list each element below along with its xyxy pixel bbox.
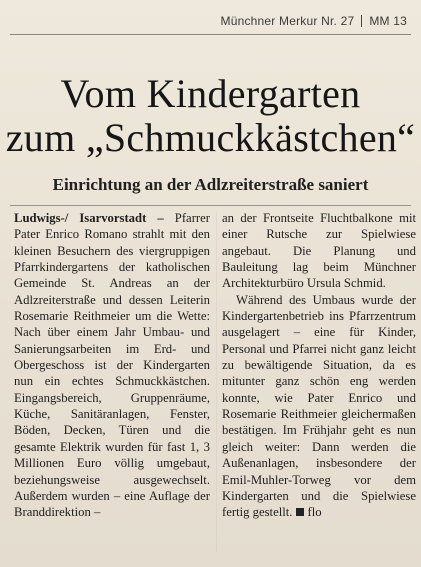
masthead-divider	[361, 15, 362, 27]
headline-line-1: Vom Kindergarten	[60, 71, 361, 116]
paragraph	[14, 210, 210, 521]
dateline: Ludwigs-/ Isarvorstadt –	[14, 211, 164, 225]
page-number: MM 13	[369, 14, 407, 28]
paragraph	[222, 292, 416, 521]
end-mark-icon	[296, 508, 304, 516]
column-gutter	[216, 212, 217, 552]
article-headline	[0, 72, 421, 160]
headline-line-2: zum „Schmuckkästchen“	[5, 115, 416, 160]
subhead-rule	[10, 205, 411, 206]
article-column-right	[222, 210, 416, 521]
body-text: Während des Umbaus wurde der Kindergartenbetrieb ins Pfarrzentrum ausgelagert – eine für Kinder, Personal und Pfarrei nicht ganz leicht zu bewältigende Situation, da es mitunter ganz schön eng werden konnte, wie Pater Enrico und Rosemarie Reithmeier gleichermaßen bestätigen. Im Frühjahr geht es nun gleich weiter: Dann werden die Außenanlagen, insbesondere der Emil-Muhler-Torweg vor dem Kindergarten und die Spielwiese fertig gestellt.	[222, 292, 416, 520]
article-subheadline: Einrichtung an der Adlzreiterstraße saniert	[52, 175, 369, 194]
top-rule	[10, 34, 411, 35]
author-initials: flo	[307, 505, 322, 520]
paragraph: an der Frontseite Fluchtbalkone mit einer Rutsche zur Spielwiese angebaut. Die Planung und Bauleitung lag beim Münchner Architekturbüro Ursula Schmid.	[222, 211, 416, 291]
body-text: Pfarrer Pater Enrico Romano strahlt mit den kleinen Besuchern des viergruppigen Pfarrkindergartens der katholischen Gemeinde St. Andreas an der Adlzreiterstraße und dessen Leiterin Rosemarie Reithmeier um die Wette: Nach über einem Jahr Umbau- und Sanierungsarbeiten im Erd- und Obergeschoss ist der Kindergarten nun ein echtes Schmuckkästchen. Eingangsbereich, Gruppenräume, Küche, Sanitäranlagen, Fenster, Böden, Decken, Türen und die gesamte Elektrik wurden für fast 1, 3 Millionen Euro völlig umgebaut, beziehungsweise ausgewechselt. Außerdem wurden – eine Auflage der Branddirektion –	[14, 211, 211, 520]
newspaper-name: Münchner Merkur Nr. 27	[220, 14, 355, 28]
masthead	[221, 14, 407, 28]
article-column-left	[14, 210, 210, 521]
